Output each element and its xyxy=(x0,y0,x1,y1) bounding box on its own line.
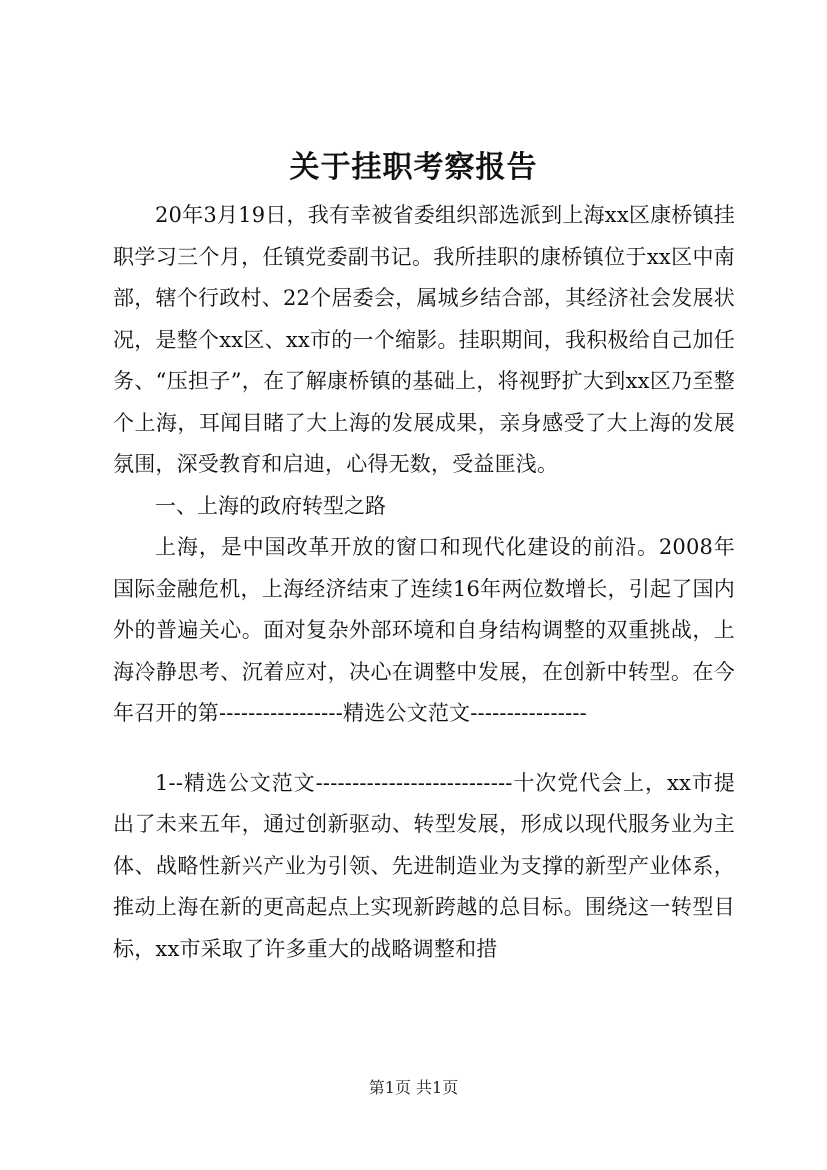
body-paragraph: 上海，是中国改革开放的窗口和现代化建设的前沿。2008年国际金融危机，上海经济结束了连续16年两位数增长，引起了国内外的普遍关心。面对复杂外部环境和自身结构调整的双重挑战，上海冷静思考、沉着应对，决心在调整中发展，在创新中转型。在今年召开的第-----------------精选公文范文---------------- xyxy=(113,535,735,725)
document-body xyxy=(113,195,735,970)
page-number-footer: 第1页 共1页 xyxy=(368,1078,459,1097)
body-paragraph: 1--精选公文范文---------------------------十次党代会上，xx市提出了未来五年，通过创新驱动、转型发展，形成以现代服务业为主体、战略性新兴产业为引领、先进制造业为支撑的新型产业体系，推动上海在新的更高起点上实现新跨越的总目标。围绕这一转型目标，xx市采取了许多重大的战略调整和措 xyxy=(113,770,735,961)
section-heading: 一、上海的政府转型之路 xyxy=(155,493,386,518)
intro-paragraph: 20年3月19日，我有幸被省委组织部选派到上海xx区康桥镇挂职学习三个月，任镇党委副书记。我所挂职的康桥镇位于xx区中南部，辖个行政村、22个居委会，属城乡结合部，其经济社会发展状况，是整个xx区、xx市的一个缩影。挂职期间，我积极给自己加任务、“压担子”，在了解康桥镇的基础上，将视野扩大到xx区乃至整个上海，耳闻目睹了大上海的发展成果，亲身感受了大上海的发展氛围，深受教育和启迪，心得无数，受益匪浅。 xyxy=(113,203,735,476)
document-title: 关于挂职考察报告 xyxy=(289,150,538,185)
